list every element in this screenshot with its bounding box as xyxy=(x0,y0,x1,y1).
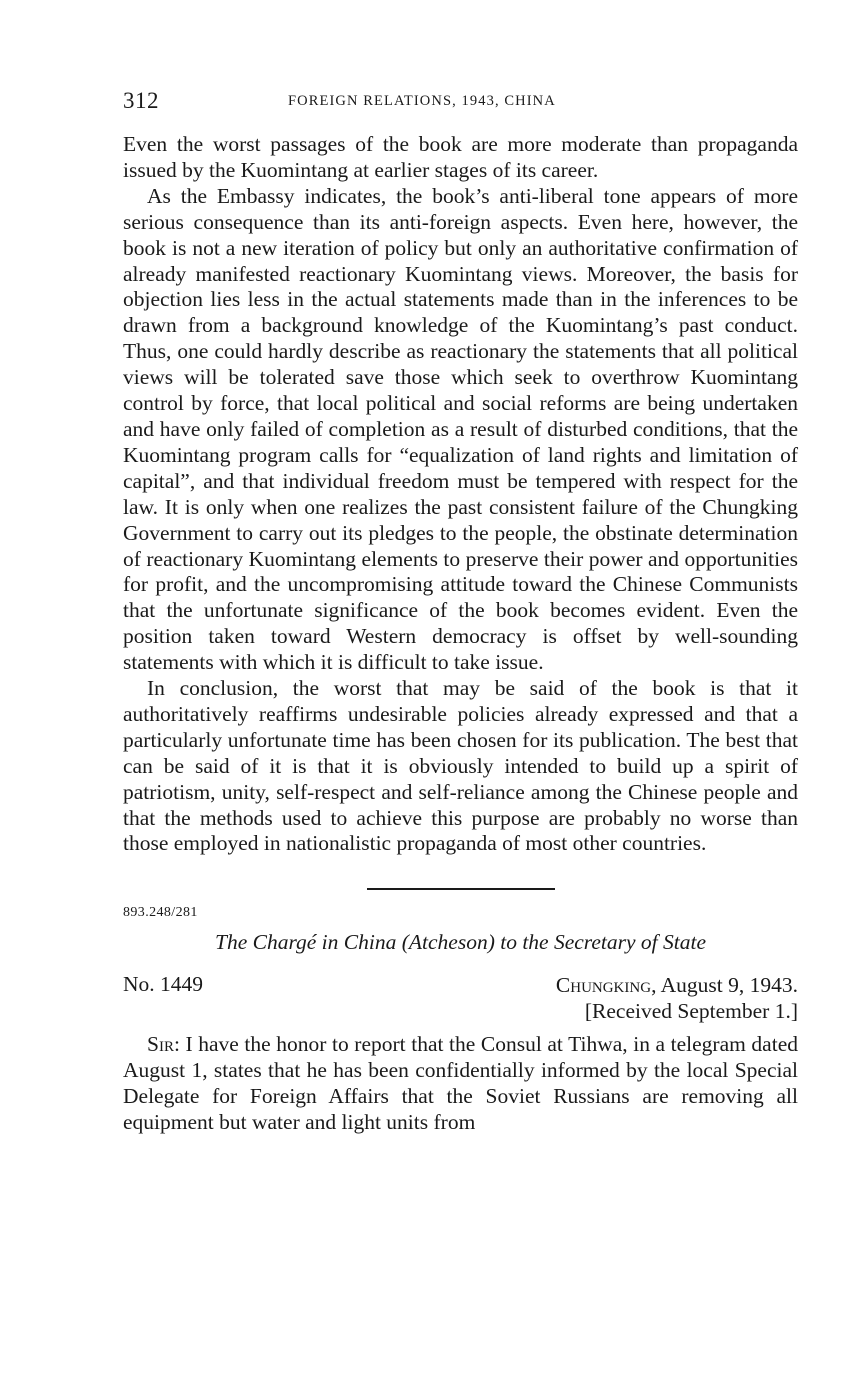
dateline xyxy=(556,972,798,1024)
received-note: [Received September 1.] xyxy=(584,999,798,1024)
document-title: The Chargé in China (Atcheson) to the Secretary of State xyxy=(214,930,707,955)
letter-text: : I have the honor to report that the Consul at Tihwa, in a telegram dated August 1, states that he has been confidentially informed by the local Special Delegate for Foreign Affairs that the Soviet Russians are removing all equipment but water and light units from xyxy=(123,1032,798,1135)
dateline-date: , August 9, 1943. xyxy=(651,973,798,998)
file-number: 893.248/281 xyxy=(123,905,198,921)
salutation: Sir xyxy=(147,1032,174,1057)
running-title: FOREIGN RELATIONS, 1943, CHINA xyxy=(288,93,556,109)
document-page xyxy=(123,88,798,1136)
paragraph-continuation: Even the worst passages of the book are more moderate than propaganda issued by the Kuomintang at earlier stages of its career. xyxy=(123,132,798,182)
dateline-place: Chungking xyxy=(555,973,652,998)
page-number: 312 xyxy=(123,88,159,113)
paragraph-conclusion: In conclusion, the worst that may be said of the book is that it authoritatively reaffirms undesirable policies already expressed and that a particularly unfortunate time has been chosen for its publication. The best that can be said of it is that it is obviously intended to build up a spirit of patriotism, unity, self-respect and self-reliance among the Chinese people and that the methods used to achieve this purpose are probably no worse than those employed in nationalistic propaganda of most other countries. xyxy=(123,676,798,856)
paragraph-embassy-assessment: As the Embassy indicates, the book’s anti-liberal tone appears of more serious consequence than its anti-foreign aspects. Even here, however, the book is not a new iteration of policy but only an authoritative confirmation of already manifested reactionary Kuomintang views. Moreover, the basis for objection lies less in the actual statements made than in the inferences to be drawn from a background knowledge of the Kuomintang’s past conduct. Thus, one could hardly describe as reactionary the statements that all political views will be tolerated save those which seek to overthrow Kuomintang control by force, that local political and social reforms are being undertaken and have only failed of completion as a result of disturbed conditions, that the Kuomintang program calls for “equalization of land rights and limitation of capital”, and that individual freedom must be tempered with respect for the law. It is only when one realizes the past consistent failure of the Chungking Government to carry out its pledges to the people, the obstinate determination of reactionary Kuomintang elements to preserve their power and opportunities for profit, and the uncompromising attitude toward the Chinese Communists that the unfortunate significance of the book becomes evident. Even the position taken toward Western democracy is offset by well-sounding statements with which it is difficult to take issue. xyxy=(123,183,798,675)
letter-paragraph xyxy=(123,1032,798,1136)
body-text xyxy=(123,132,798,857)
section-divider xyxy=(367,888,555,890)
document-number: No. 1449 xyxy=(123,972,204,997)
document-meta xyxy=(123,972,798,1026)
letter-body xyxy=(123,1032,798,1136)
running-header xyxy=(123,88,798,118)
dateline-place-date xyxy=(556,972,798,998)
